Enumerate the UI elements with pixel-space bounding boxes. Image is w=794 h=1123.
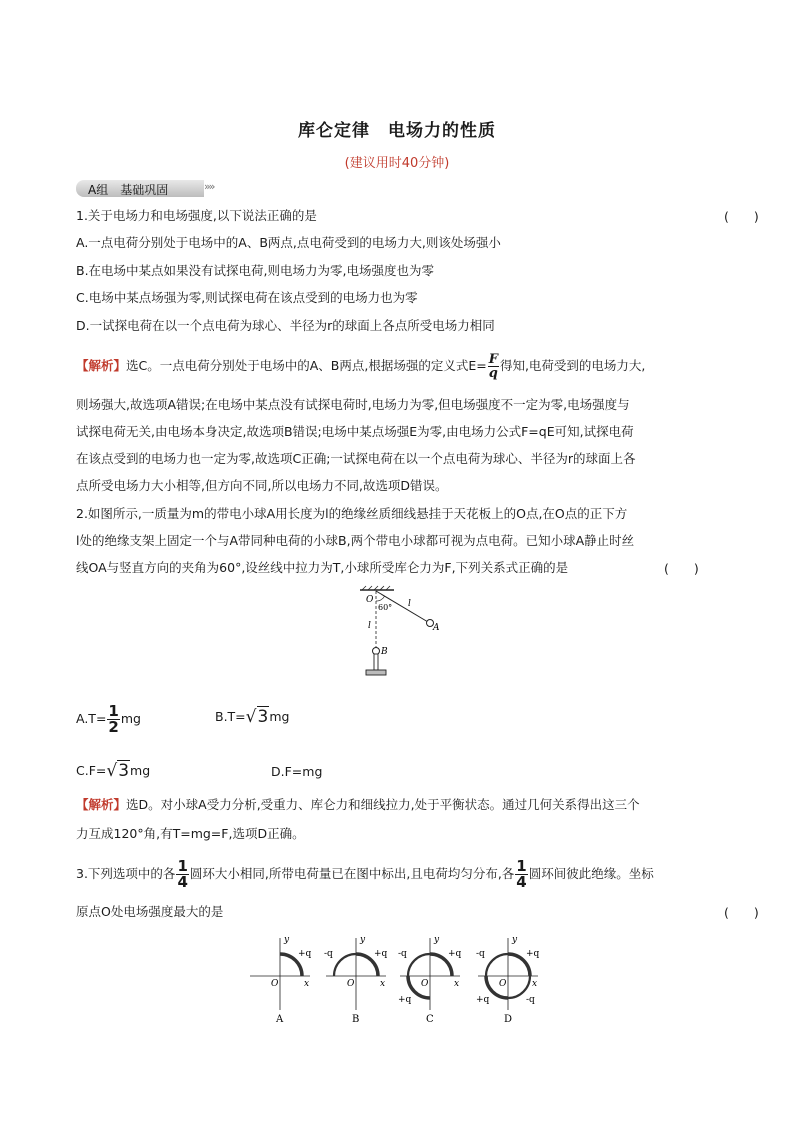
- q1-option-d: D.一试探电荷在以一个点电荷为球心、半径为r的球面上各点所受电场力相同: [76, 318, 495, 333]
- axis-label-x: x: [380, 979, 386, 989]
- q2-stem-line-3: 线OA与竖直方向的夹角为60°,设丝线中拉力为T,小球所受库仑力为F,下列关系式正确的是: [76, 560, 569, 575]
- q3-text: 圆环大小相同,所带电荷量已在图中标出,且电荷均匀分布,各: [189, 866, 515, 881]
- q3-text: 圆环间彼此绝缘。坐标: [528, 866, 654, 881]
- q1-analysis-text: 选C。一点电荷分别处于电场中的A、B两点,根据场强的定义式E=: [126, 358, 487, 373]
- option-text: mg: [269, 709, 290, 724]
- support-base: [366, 670, 386, 675]
- label-l-vertical: l: [368, 621, 371, 631]
- radicand: 3: [257, 707, 269, 727]
- quarter-fraction: [176, 856, 188, 891]
- suggested-time: (建议用时40分钟): [344, 156, 450, 171]
- page-title: 库仑定律 电场力的性质: [298, 121, 496, 141]
- option-text: A.T=: [76, 711, 107, 726]
- q2-stem-line-1: 2.如图所示,一质量为m的带电小球A用长度为l的绝缘丝质细线悬挂于天花板上的O点,在O点的正下方: [76, 506, 628, 521]
- axis-label-y: y: [284, 935, 290, 945]
- charge-label: +q: [526, 949, 540, 959]
- q1-analysis-line-5: 点所受电场力大小相等,但方向不同,所以电场力不同,故选项D错误。: [76, 478, 448, 493]
- charge-label: +q: [374, 949, 388, 959]
- quarter-fraction: [515, 856, 527, 891]
- charge-label: -q: [324, 949, 333, 959]
- ball-b: [373, 648, 380, 655]
- axis-label-x: x: [454, 979, 460, 989]
- label-l-thread: l: [408, 599, 411, 609]
- ring-figure-d: [476, 935, 540, 1010]
- q1-option-c: C.电场中某点场强为零,则试探电荷在该点受到的电场力也为零: [76, 290, 418, 305]
- chevron-right-icon: »»: [204, 180, 214, 193]
- q1-analysis-text: 得知,电荷受到的电场力大,: [499, 358, 646, 373]
- q3-answer-paren: ( ): [724, 905, 759, 920]
- fraction-denominator: 2: [108, 717, 119, 736]
- support-post: [374, 654, 378, 670]
- ring-options-diagram: [244, 932, 564, 1024]
- quarter-ring: [486, 954, 508, 976]
- q1-analysis-line-2: 则场强大,故选项A错误;在电场中某点没有试探电荷时,电场力为零,但电场强度不一定为零,电场强度与: [76, 397, 630, 412]
- axis-label-o: O: [347, 979, 355, 989]
- charge-label: +q: [476, 995, 490, 1005]
- ring-figure-c: [398, 935, 462, 1010]
- analysis-tag: 【解析】: [76, 797, 127, 812]
- q1-analysis-line-1: [76, 346, 645, 386]
- q2-analysis-text: 选D。对小球A受力分析,受重力、库仑力和细线拉力,处于平衡状态。通过几何关系得出这三个: [126, 797, 640, 812]
- q1-option-a: A.一点电荷分别处于电场中的A、B两点,点电荷受到的电场力大,则该处场强小: [76, 235, 501, 250]
- charge-label: +q: [398, 995, 412, 1005]
- q3-stem-line-1: [76, 854, 654, 894]
- fraction-numerator: 1: [177, 856, 188, 875]
- q2-option-a: [76, 699, 141, 739]
- pendulum-diagram: [350, 584, 450, 680]
- option-text: C.F=: [76, 763, 107, 778]
- q1-answer-paren: ( ): [724, 209, 759, 224]
- fraction-numerator: F: [488, 351, 498, 367]
- label-o: O: [366, 595, 374, 605]
- q1-analysis-line-3: 试探电荷无关,由电场本身决定,故选项B错误;电场中某点场强E为零,由电场力公式F=qE可知,试探电荷: [76, 424, 634, 439]
- figure-label-a: A: [276, 1014, 284, 1024]
- axis-label-o: O: [421, 979, 429, 989]
- radicand: 3: [118, 761, 130, 781]
- q1-option-b: B.在电场中某点如果没有试探电荷,则电场力为零,电场强度也为零: [76, 263, 434, 278]
- ring-figure-b: [324, 935, 388, 1010]
- figure-label-c: C: [426, 1014, 434, 1024]
- charge-label: -q: [526, 995, 535, 1005]
- q1-stem: 1.关于电场力和电场强度,以下说法正确的是: [76, 208, 317, 223]
- fraction-denominator: 4: [177, 872, 188, 891]
- q2-analysis-line-2: 力互成120°角,有T=mg=F,选项D正确。: [76, 826, 305, 841]
- option-text: mg: [120, 711, 141, 726]
- q2-option-c: [76, 759, 150, 783]
- fraction-denominator: 4: [516, 872, 527, 891]
- option-text: B.T=: [215, 709, 246, 724]
- angle-arc: [376, 596, 385, 601]
- q2-stem-line-2: l处的绝缘支架上固定一个与A带同种电荷的小球B,两个带电小球都可视为点电荷。已知小球A静止时丝: [76, 533, 635, 548]
- q3-text: 3.下列选项中的各: [76, 866, 176, 881]
- ring-figure-a: [250, 935, 312, 1010]
- sqrt-icon: √3: [106, 761, 130, 781]
- label-b: B: [381, 647, 388, 657]
- fraction-numerator: 1: [108, 701, 119, 720]
- figure-label-b: B: [352, 1014, 360, 1024]
- analysis-tag: 【解析】: [76, 358, 127, 373]
- quarter-ring: [334, 954, 356, 976]
- q2-answer-paren: ( ): [664, 561, 699, 576]
- quarter-ring: [408, 954, 430, 976]
- formula-e-fraction: [488, 353, 499, 380]
- charge-label: -q: [476, 949, 485, 959]
- q2-option-b: [215, 705, 289, 729]
- section-tag: [76, 180, 226, 197]
- axis-label-y: y: [360, 935, 366, 945]
- fraction-numerator: 1: [516, 856, 527, 875]
- charge-label: +q: [298, 949, 312, 959]
- fraction-denominator: q: [488, 365, 498, 381]
- axis-label-o: O: [499, 979, 507, 989]
- q1-analysis-line-4: 在该点受到的电场力也一定为零,故选项C正确;一试探电荷在以一个点电荷为球心、半径为r的球面上各: [76, 451, 636, 466]
- axis-label-x: x: [532, 979, 538, 989]
- axis-label-x: x: [304, 979, 310, 989]
- section-label: A组 基础巩固: [88, 183, 169, 197]
- label-a: A: [433, 623, 440, 633]
- q2-option-d: D.F=mg: [271, 764, 323, 779]
- sqrt-icon: √3: [245, 707, 269, 727]
- label-angle: 60°: [378, 603, 393, 612]
- axis-label-o: O: [271, 979, 279, 989]
- half-fraction: [107, 701, 119, 736]
- q2-analysis-line-1: [76, 796, 640, 814]
- option-text: mg: [130, 763, 151, 778]
- figure-label-d: D: [504, 1014, 513, 1024]
- charge-label: +q: [448, 949, 462, 959]
- q3-stem-line-2: 原点O处电场强度最大的是: [76, 904, 224, 919]
- charge-label: -q: [398, 949, 407, 959]
- axis-label-y: y: [512, 935, 518, 945]
- axis-label-y: y: [434, 935, 440, 945]
